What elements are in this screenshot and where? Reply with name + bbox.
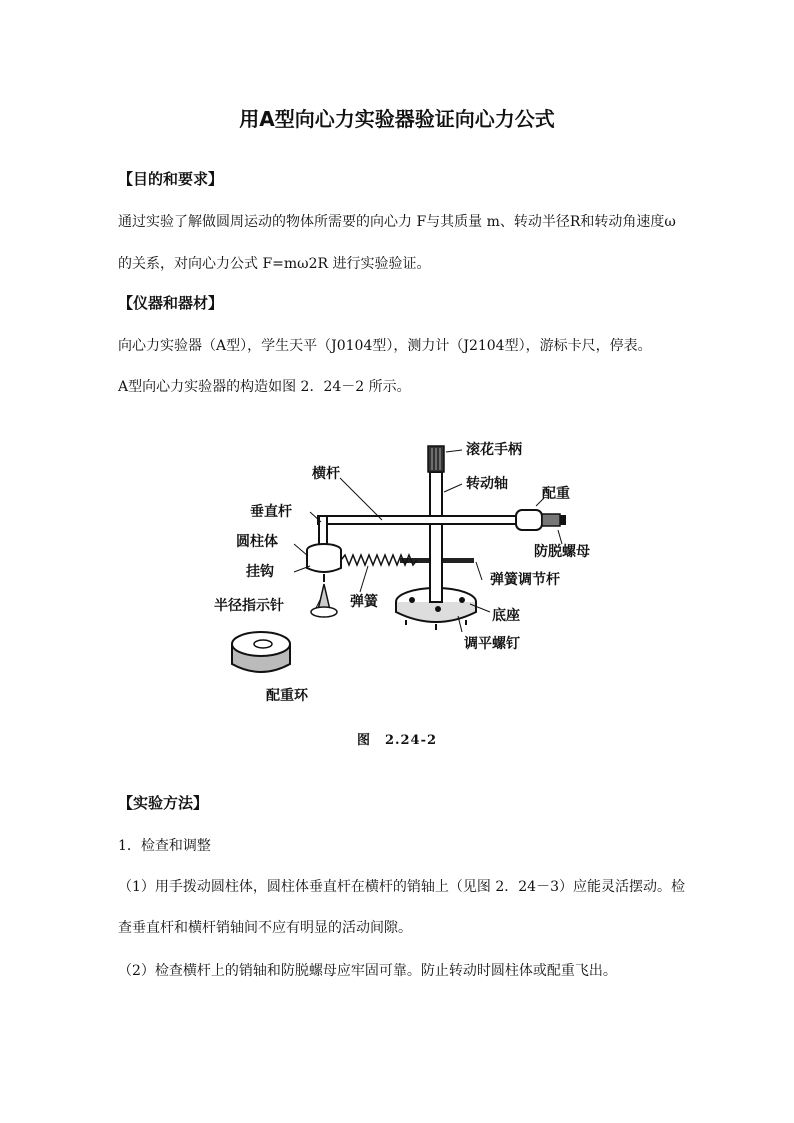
method-line-2: （1）用手拨动圆柱体，圆柱体垂直杆在横杆的销轴上（见图 2．24－3）应能灵活摆动。检 [118,879,685,895]
section-heading-purpose: 【目的和要求】 [118,170,224,188]
label-vertical-rod: 垂直杆 [250,504,292,520]
label-rotating-shaft: 转动轴 [466,476,508,492]
label-counterweight-ring: 配重环 [266,688,308,704]
purpose-line-2: 的关系，对向心力公式 F=mω2R 进行实验验证。 [118,256,431,272]
cylinder [307,544,341,582]
method-line-1: 1．检查和调整 [118,838,211,854]
section-heading-equipment: 【仪器和器材】 [118,294,224,312]
radius-pointer [311,584,337,617]
label-knurled-handle: 滚花手柄 [466,442,522,458]
counterweight-ring [232,632,290,672]
rotating-shaft [430,472,442,602]
knurled-handle [428,446,444,472]
counterweight [516,510,566,530]
label-crossbar: 横杆 [312,466,340,482]
method-line-4: （2）检查横杆上的销轴和防脱螺母应牢固可靠。防止转动时圆柱体或配重飞出。 [118,963,617,979]
equipment-line-2: A型向心力实验器的构造如图 2．24－2 所示。 [118,379,411,395]
apparatus-diagram [200,432,590,712]
vertical-rod [319,516,327,546]
label-base: 底座 [492,608,520,624]
equipment-line-1: 向心力实验器（A型），学生天平（J0104型），测力计（J2104型），游标卡尺，停表。 [118,338,652,354]
method-line-3: 查垂直杆和横杆销轴间不应有明显的活动间隙。 [118,920,412,936]
apparatus-figure [200,432,590,712]
label-anti-off-nut: 防脱螺母 [534,544,590,560]
label-cylinder: 圆柱体 [236,534,278,550]
purpose-line-1: 通过实验了解做圆周运动的物体所需要的向心力 F与其质量 m、转动半径R和转动角速度ω [118,214,676,230]
label-radius-pointer: 半径指示针 [214,598,284,614]
label-spring-adjust-rod: 弹簧调节杆 [490,572,560,588]
crossbar [318,516,524,524]
section-heading-method: 【实验方法】 [118,794,209,812]
label-counterweight: 配重 [542,486,570,502]
label-hook: 挂钩 [246,564,274,580]
label-spring: 弹簧 [350,594,378,610]
page-title: 用A型向心力实验器验证向心力公式 [239,107,555,131]
label-leveling-screw: 调平螺钉 [464,636,520,652]
figure-caption: 图 2.24-2 [356,733,438,748]
